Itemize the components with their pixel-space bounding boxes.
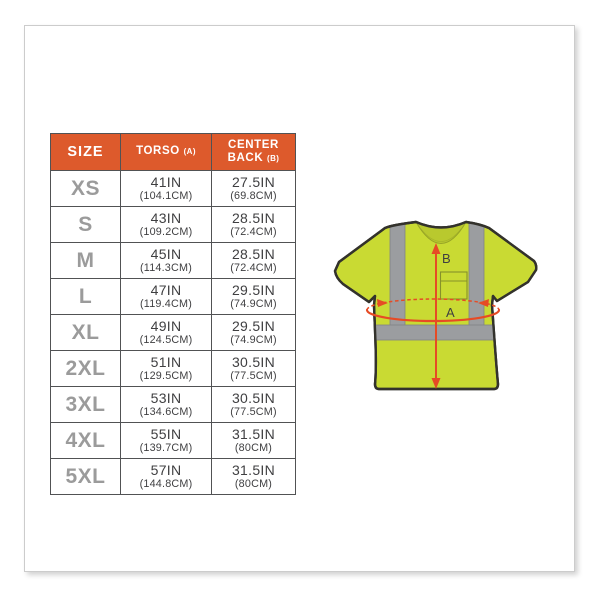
shirt-illustration — [330, 218, 545, 398]
table-row — [51, 243, 296, 279]
size-label: XL — [51, 315, 121, 351]
table-row — [51, 315, 296, 351]
back-cell: 27.5IN (69.8CM) — [212, 171, 296, 207]
torso-cell: 47IN (119.4CM) — [121, 279, 212, 315]
table-row — [51, 207, 296, 243]
table-header-row — [51, 134, 296, 171]
header-center-back: CENTER BACK (B) — [212, 134, 296, 171]
torso-cell: 43IN (109.2CM) — [121, 207, 212, 243]
table-row — [51, 351, 296, 387]
header-size: SIZE — [51, 134, 121, 171]
back-cell: 31.5IN (80CM) — [212, 459, 296, 495]
size-label: XS — [51, 171, 121, 207]
back-cell: 31.5IN (80CM) — [212, 423, 296, 459]
size-table — [50, 133, 296, 495]
size-label: M — [51, 243, 121, 279]
table-row — [51, 459, 296, 495]
size-label: 4XL — [51, 423, 121, 459]
torso-cell: 45IN (114.3CM) — [121, 243, 212, 279]
size-label: L — [51, 279, 121, 315]
table-row — [51, 423, 296, 459]
size-label: 2XL — [51, 351, 121, 387]
back-cell: 30.5IN (77.5CM) — [212, 387, 296, 423]
label-b: B — [442, 251, 451, 266]
back-cell: 29.5IN (74.9CM) — [212, 279, 296, 315]
table-row — [51, 279, 296, 315]
size-label: 3XL — [51, 387, 121, 423]
reflective-stripe-right — [469, 218, 484, 326]
torso-cell: 41IN (104.1CM) — [121, 171, 212, 207]
label-a: A — [446, 305, 455, 320]
back-cell: 29.5IN (74.9CM) — [212, 315, 296, 351]
torso-cell: 51IN (129.5CM) — [121, 351, 212, 387]
torso-cell: 49IN (124.5CM) — [121, 315, 212, 351]
reflective-stripe-left — [390, 218, 405, 326]
torso-cell: 57IN (144.8CM) — [121, 459, 212, 495]
back-cell: 28.5IN (72.4CM) — [212, 243, 296, 279]
table-row — [51, 171, 296, 207]
header-torso: TORSO (A) — [121, 134, 212, 171]
size-label: S — [51, 207, 121, 243]
back-cell: 30.5IN (77.5CM) — [212, 351, 296, 387]
back-cell: 28.5IN (72.4CM) — [212, 207, 296, 243]
size-label: 5XL — [51, 459, 121, 495]
table-row — [51, 387, 296, 423]
torso-cell: 53IN (134.6CM) — [121, 387, 212, 423]
torso-cell: 55IN (139.7CM) — [121, 423, 212, 459]
